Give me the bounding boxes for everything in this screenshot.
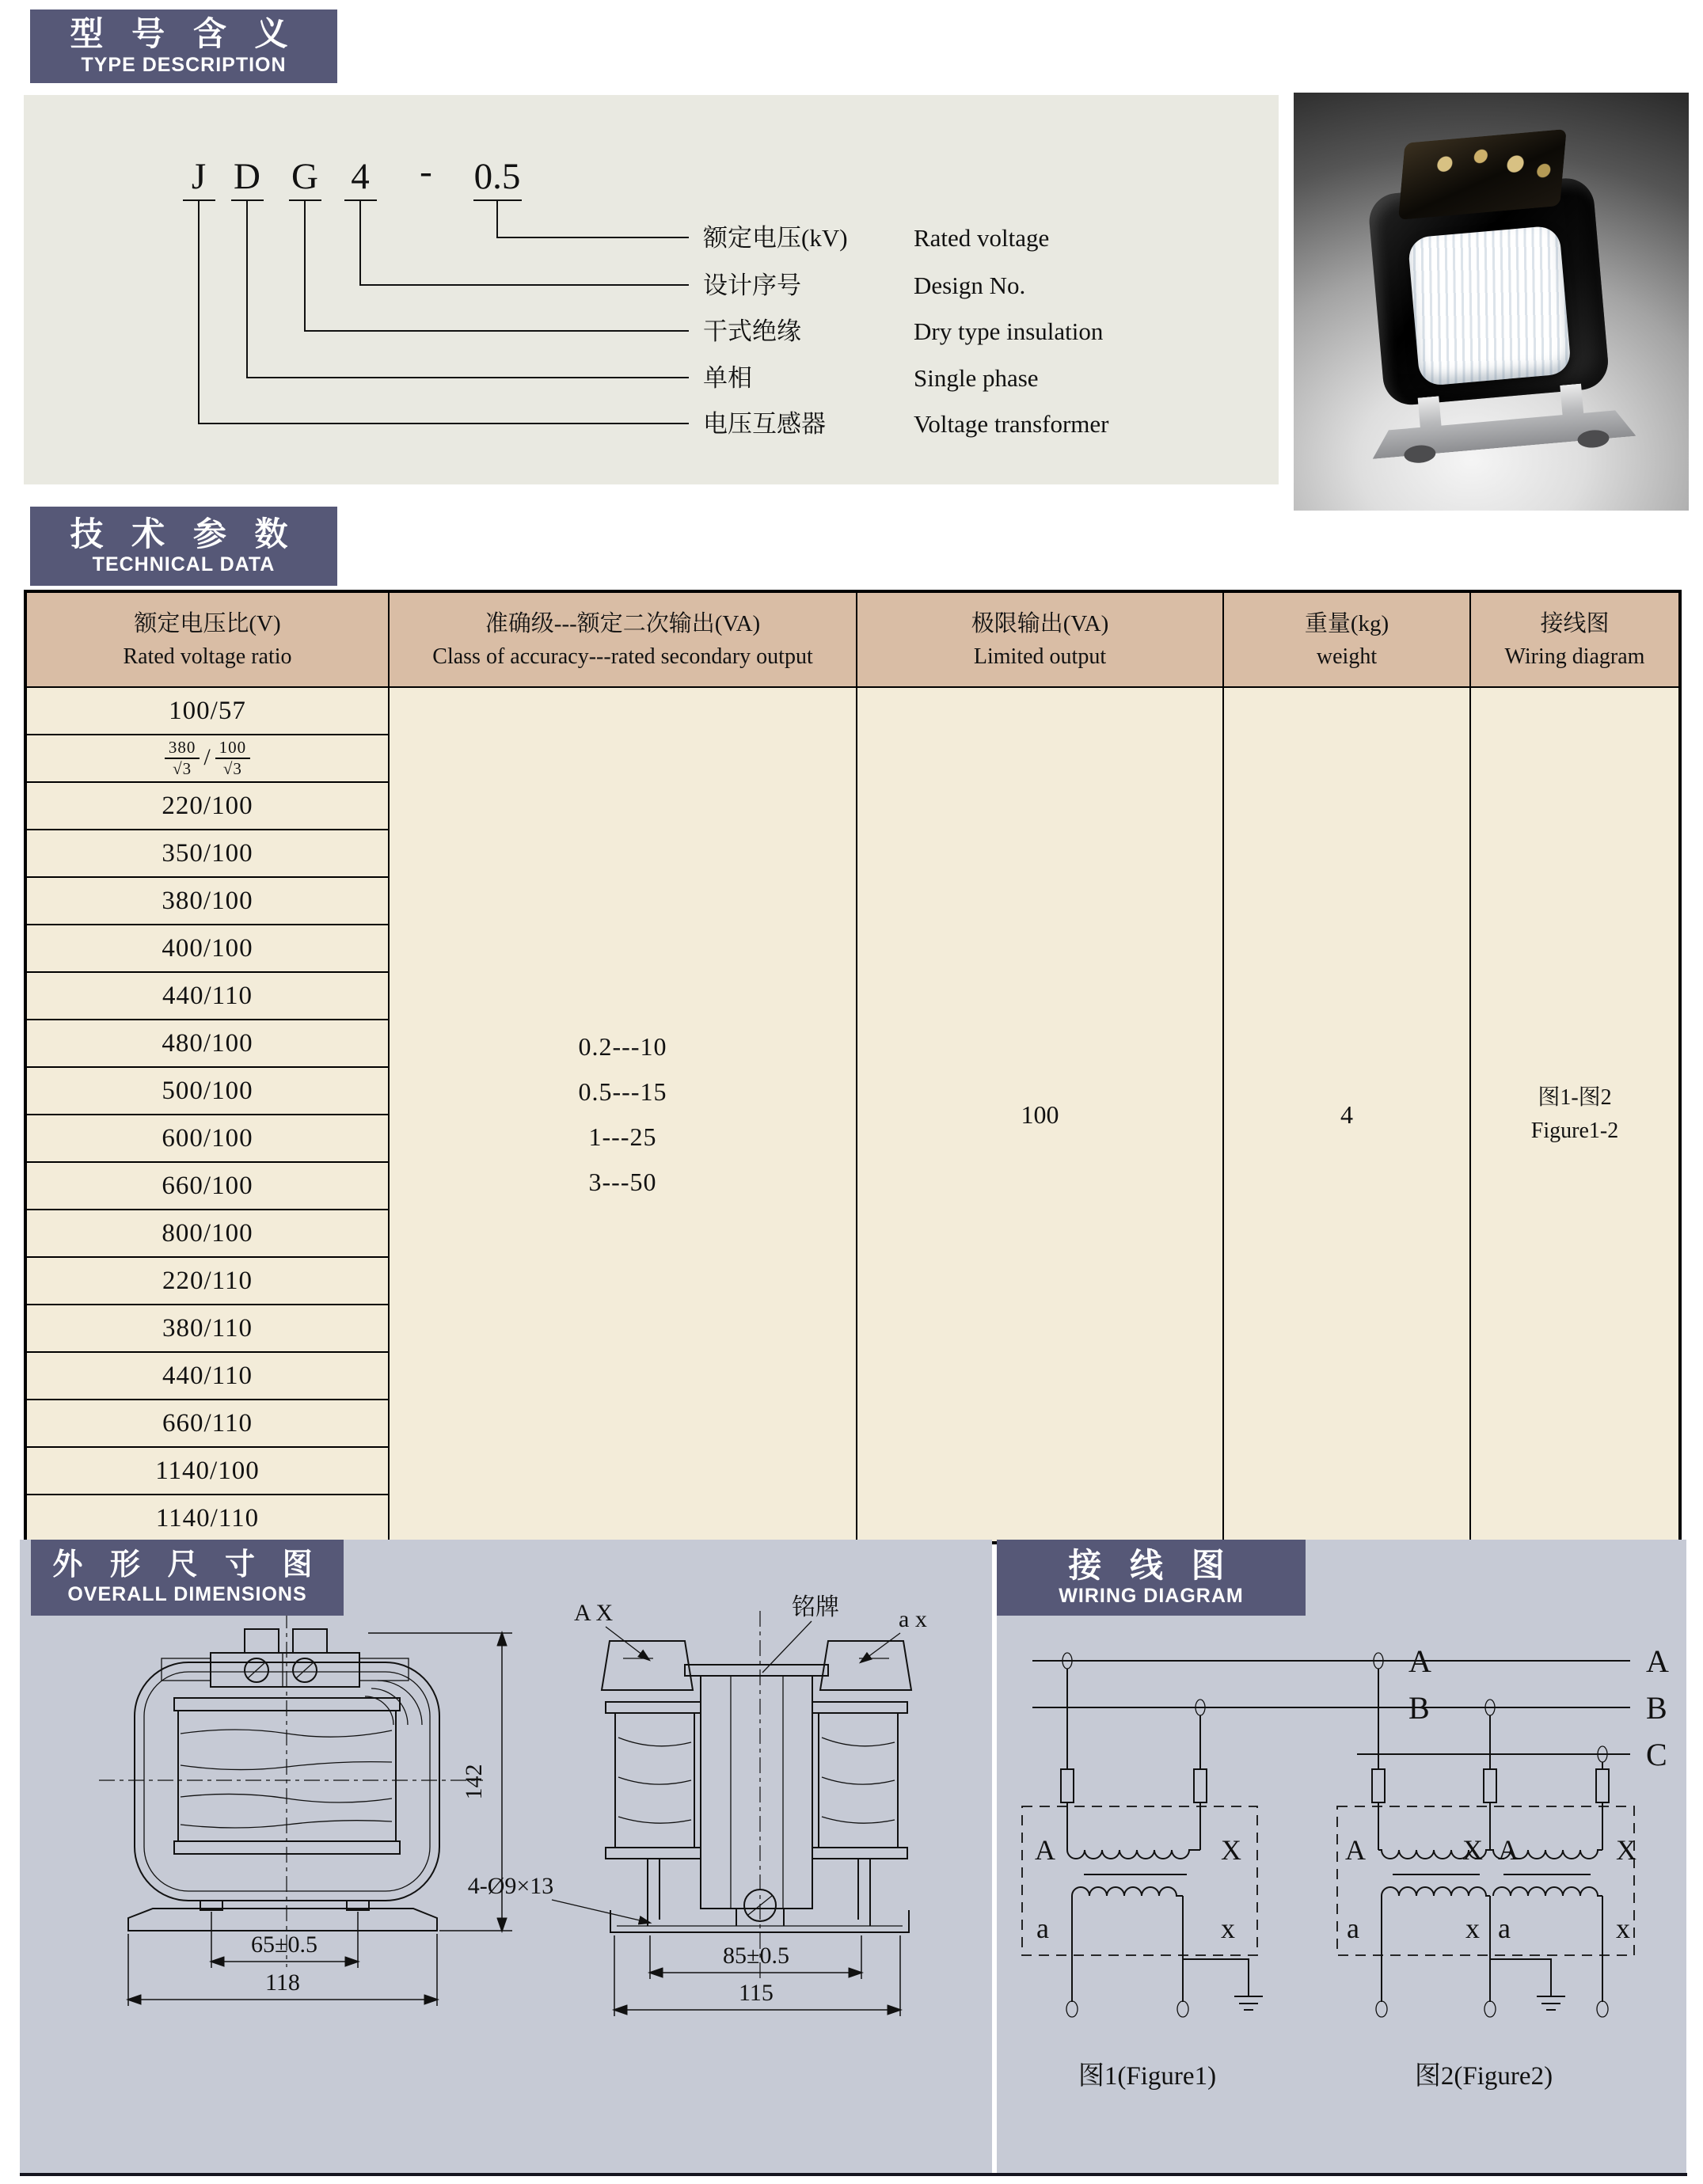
ratio-cell: 440/110 [25, 972, 389, 1020]
label-holes: 4-Ø9×13 [467, 1873, 554, 1899]
header-en: Wiring diagram [1504, 644, 1645, 670]
col-header-weight [1223, 591, 1470, 687]
badge-en: TYPE DESCRIPTION [81, 53, 287, 76]
winding-label: X [1462, 1834, 1483, 1866]
winding-label: a [1498, 1912, 1511, 1944]
ratio-cell: 500/100 [25, 1067, 389, 1115]
type-designation-diagram [24, 95, 1279, 484]
fuse [1061, 1769, 1074, 1802]
bus-label: C [1646, 1737, 1667, 1772]
legend-en: Single phase [914, 364, 1039, 392]
fuse [1194, 1769, 1207, 1802]
legend-zh: 设计序号 [703, 272, 801, 299]
merged-cell-wiring-ref: 图1-图2 Figure1-2 [1470, 687, 1680, 1543]
transformer-illustration [1363, 127, 1621, 478]
header-zh: 准确级---额定二次输出(VA) [485, 610, 761, 636]
section-badge-technical-data [30, 507, 337, 586]
dimension-feet-span [211, 1912, 358, 1968]
ratio-cell: 380/100 [25, 877, 389, 925]
ratio-cell: 660/100 [25, 1162, 389, 1210]
model-char: 0.5 [473, 156, 521, 197]
header-en: Rated voltage ratio [123, 644, 292, 670]
dim-label-base-width: 115 [739, 1980, 774, 2006]
ratio-cell: 480/100 [25, 1020, 389, 1067]
ratio-cell: 800/100 [25, 1210, 389, 1257]
dimension-base-span [650, 1935, 861, 1979]
legend-zh: 干式绝缘 [703, 317, 801, 345]
badge-zh: 技 术 参 数 [70, 515, 298, 553]
ratio-cell: 440/110 [25, 1352, 389, 1400]
side-view [468, 1594, 927, 2016]
model-char: 4 [351, 156, 370, 197]
ratio-cell: 1140/110 [25, 1495, 389, 1543]
fuse [1596, 1769, 1609, 1802]
bus-label: A [1408, 1643, 1431, 1679]
dim-label-width: 118 [265, 1969, 300, 1996]
legend-zh: 额定电压(kV) [703, 224, 848, 252]
legend-connectors [199, 200, 689, 424]
figure1-caption: 图1(Figure1) [1078, 2062, 1217, 2091]
legend-zh: 单相 [703, 364, 752, 392]
legend-labels [703, 224, 1109, 438]
overall-dimensions-panel [20, 1540, 992, 2175]
figure2-caption: 图2(Figure2) [1414, 2062, 1553, 2091]
header-en: Class of accuracy---rated secondary output [432, 644, 813, 670]
header-zh: 额定电压比(V) [134, 610, 281, 636]
dim-label-feet-span: 65±0.5 [251, 1931, 317, 1958]
col-header-rated-voltage-ratio [25, 591, 389, 687]
model-char: D [234, 156, 260, 197]
ratio-cell: $\frac{380}{√3}$ / $\frac{100}{√3}$ [25, 735, 389, 782]
badge-zh: 外 形 尺 寸 图 [52, 1548, 322, 1582]
badge-en: TECHNICAL DATA [92, 553, 276, 576]
ratio-cell: 400/100 [25, 925, 389, 972]
legend-en: Dry type insulation [914, 317, 1104, 345]
dim-label-height: 142 [461, 1764, 487, 1800]
ratio-cell: 220/100 [25, 782, 389, 830]
wiring-figure-1 [1022, 1643, 1431, 2091]
ratio-cell: 350/100 [25, 830, 389, 877]
winding-label: a [1036, 1912, 1049, 1944]
winding-label: X [1616, 1834, 1636, 1866]
ground-symbol [1537, 1996, 1565, 2010]
ground-symbol [1234, 1996, 1263, 2010]
winding-label: a [1347, 1912, 1359, 1944]
ratio-cell: 600/100 [25, 1115, 389, 1162]
bus-label: B [1646, 1690, 1667, 1726]
col-header-accuracy-class [389, 591, 857, 687]
col-header-limited-output [857, 591, 1223, 687]
type-description-panel [24, 95, 1279, 484]
legend-en: Voltage transformer [914, 410, 1109, 438]
dimension-drawing [20, 1540, 992, 2175]
table-header-row [25, 591, 1680, 687]
fuse [1372, 1769, 1385, 1802]
transformer-terminal-block [1398, 129, 1567, 220]
front-view [99, 1612, 512, 2006]
badge-en: WIRING DIAGRAM [1059, 1585, 1244, 1608]
ratio-cell: 1140/100 [25, 1447, 389, 1495]
technical-data-table [24, 590, 1682, 1544]
winding-label: A [1345, 1834, 1366, 1866]
ratio-cell: 660/110 [25, 1400, 389, 1447]
fuse [1484, 1769, 1496, 1802]
label-lv-terminals: a x [899, 1606, 927, 1632]
model-char: G [291, 156, 318, 197]
legend-en: Rated voltage [914, 224, 1050, 252]
wiring-diagram-panel [997, 1540, 1686, 2175]
badge-zh: 型 号 含 义 [70, 15, 298, 53]
bus-label: A [1646, 1643, 1669, 1679]
product-photo [1294, 93, 1689, 511]
merged-cell-limited-output: 100 [857, 687, 1223, 1543]
header-zh: 接线图 [1540, 610, 1610, 636]
transformer-coil [1408, 225, 1572, 386]
winding-label: A [1498, 1834, 1519, 1866]
badge-zh: 接 线 图 [1068, 1546, 1234, 1584]
header-zh: 重量(kg) [1304, 610, 1389, 636]
model-char: - [420, 151, 432, 192]
legend-zh: 电压互感器 [703, 410, 826, 438]
ratio-cell: 380/110 [25, 1305, 389, 1352]
table-row [25, 687, 1680, 735]
page-bottom-rule [20, 2173, 1687, 2176]
label-hv-terminals: A X [574, 1600, 614, 1626]
badge-en: OVERALL DIMENSIONS [67, 1582, 307, 1605]
dim-label-base-span: 85±0.5 [723, 1943, 789, 1969]
model-char: J [191, 156, 207, 197]
winding-label: x [1221, 1912, 1235, 1944]
merged-cell-weight: 4 [1223, 687, 1470, 1543]
winding-label: x [1616, 1912, 1630, 1944]
merged-cell-accuracy: 0.2---10 0.5---15 1---25 3---50 [389, 687, 857, 1543]
ratio-body [25, 687, 1680, 1543]
bus-label: B [1408, 1690, 1430, 1726]
wiring-diagram-drawing [997, 1540, 1686, 2175]
holes-note [468, 1873, 650, 1923]
wiring-figure-2 [1337, 1643, 1669, 2091]
winding-label: A [1035, 1834, 1055, 1866]
ratio-cell: 220/110 [25, 1257, 389, 1305]
header-en: Limited output [973, 644, 1107, 670]
col-header-wiring-diagram [1470, 591, 1680, 687]
winding-label: x [1465, 1912, 1480, 1944]
section-badge-wiring-diagram [997, 1540, 1306, 1616]
header-en: weight [1316, 644, 1378, 670]
header-zh: 极限输出(VA) [971, 610, 1109, 636]
section-badge-overall-dimensions [31, 1540, 344, 1616]
ratio-cell: 100/57 [25, 687, 389, 735]
label-nameplate: 铭牌 [792, 1594, 839, 1620]
legend-en: Design No. [914, 272, 1026, 299]
section-badge-type-description [30, 9, 337, 83]
winding-label: X [1221, 1834, 1241, 1866]
